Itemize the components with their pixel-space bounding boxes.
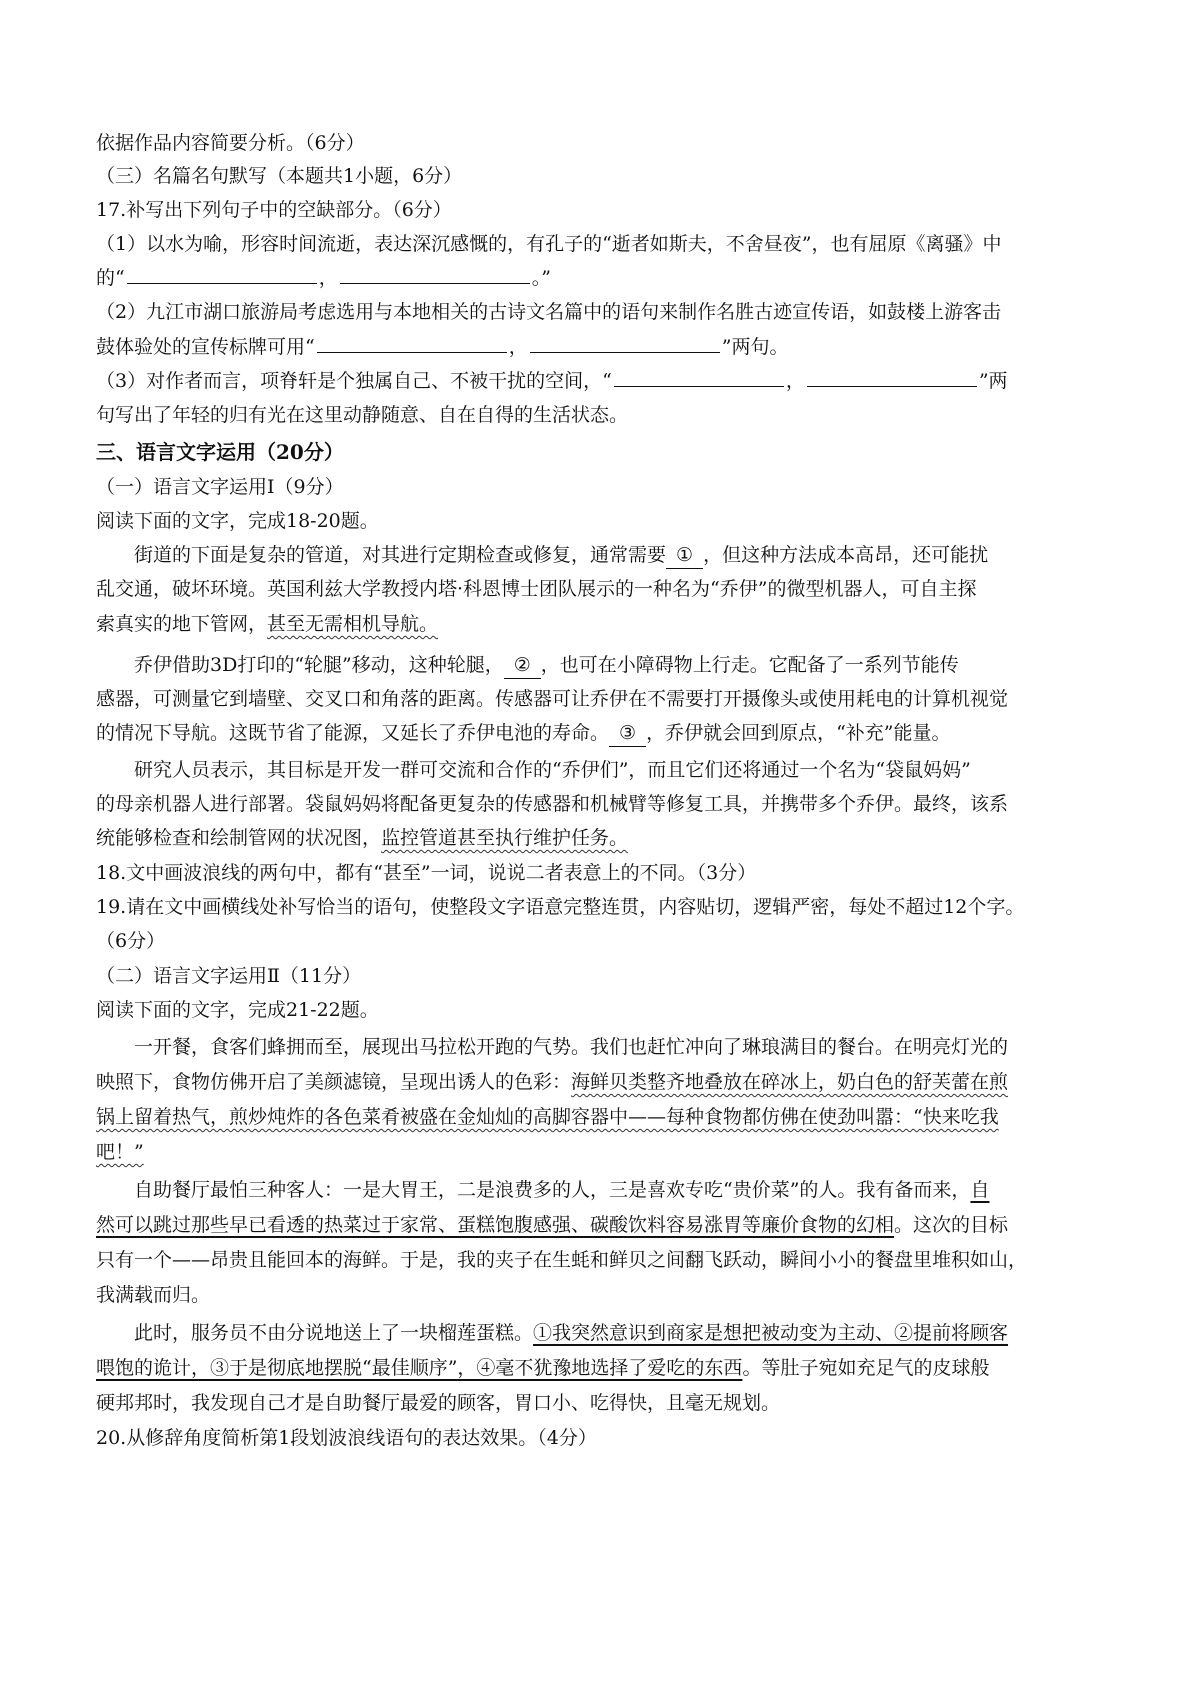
sub-section-title: （三）名篇名句默写（本题共1小题，6分） [96,165,463,187]
passage-line: 研究人员表示，其目标是开发一群可交流和合作的“乔伊们”，而且它们还将通过一个名为“袋鼠妈妈” [134,759,971,781]
text: 此时，服务员不由分说地送上了一块榴莲蛋糕。 [134,1322,534,1344]
question-18: 18.文中画波浪线的两句中，都有“甚至”一词，说说二者表意上的不同。（3分） [96,862,757,884]
q17-2-sep: ， [508,336,528,358]
answer-blank[interactable] [127,265,317,284]
q17-1-line1: （1）以水为喻，形容时间流逝，表达深沉感慨的，有孔子的“逝者如斯夫，不舍昼夜”，也有屈原《离骚》中 [96,233,1002,255]
text: 街道的下面是复杂的管道，对其进行定期检查或修复，通常需要 [134,544,667,566]
passage-line [96,1139,144,1165]
wavy-sentence: 锅上留着热气，煎炒炖炸的各色菜肴被盛在金灿灿的高脚容器中——每种食物都仿佛在使劲叫嚣：“快来吃我 [96,1106,999,1128]
passage-line: 感器，可测量它到墙壁、交叉口和角落的距离。传感器可让乔伊在不需要打开摄像头或使用耗电的计算机视觉 [96,688,1009,710]
question-20: 20.从修辞角度简析第1段划波浪线语句的表达效果。（4分） [96,1427,597,1449]
passage-line: 只有一个——昂贵且能回本的海鲜。于是，我的夹子在生蚝和鲜贝之间翻飞跃动，瞬间小小的餐盘里堆积如山， [96,1249,1028,1271]
passage-line: 硬邦邦时，我发现自己才是自助餐厅最爱的顾客，胃口小、吃得快，且毫无规划。 [96,1392,781,1414]
wavy-sentence: 吧！” [96,1141,144,1163]
wavy-sentence-2: 监控管道甚至执行维护任务。 [381,827,629,849]
passage-line [134,652,959,679]
text: 的情况下导航。这既节省了能源，又延长了乔伊电池的寿命。 [96,722,610,744]
q17-2-end: ”两句。 [721,336,789,358]
underlined-sentence: ①我突然意识到商家是想把被动变为主动、②提前将顾客 [533,1322,1009,1344]
passage-line [96,611,438,637]
q17-3-text: （3）对作者而言，项脊轩是个独属自己、不被干扰的空间，“ [96,370,612,392]
underlined-sentence: 然可以跳过那些早已看透的热菜过于家常、蛋糕饱腹感强、碳酸饮料容易涨胃等廉价食物的幻相 [96,1214,895,1236]
blank-1[interactable]: ① [666,542,703,569]
answer-blank[interactable] [614,368,784,387]
wavy-sentence-1: 甚至无需相机导航。 [267,613,439,635]
q17-1-sep: ， [318,267,338,289]
text: 索真实的地下管网， [96,613,268,635]
q17-3-sep: ， [785,370,805,392]
q17-1-text: 的“ [96,267,125,289]
section-3-title: 三、语言文字运用（20分） [96,440,344,464]
passage-line: 乱交通，破坏环境。英国利兹大学教授内塔·科恩博士团队展示的一种名为“乔伊”的微型机器人，可自主探 [96,578,977,600]
passage-line [96,720,951,747]
q17-2-text: 鼓体验处的宣传标牌可用“ [96,336,315,358]
passage-line [134,1320,1008,1346]
passage-line [96,1104,999,1130]
passage-line [96,1355,989,1381]
text: ，乔伊就会回到原点，“补充”能量。 [646,722,951,744]
wavy-sentence: 海鲜贝类整齐地叠放在碎冰上，奶白色的舒芙蕾在煎 [571,1071,1009,1093]
sub-section-title: （二）语言文字运用Ⅱ（11分） [96,965,362,987]
q17-3-line1 [96,368,1008,394]
passage-line [96,1069,1008,1095]
q17-2-line1: （2）九江市湖口旅游局考虑选用与本地相关的古诗文名篇中的语句来制作名胜古迹宣传语，如鼓楼上游客击 [96,301,1002,323]
passage-line [96,825,628,851]
passage-line [134,1177,989,1203]
passage-line: 一开餐，食客们蜂拥而至，展现出马拉松开跑的气势。我们也赶忙冲向了琳琅满目的餐台。在明亮灯光的 [134,1036,1009,1058]
reading-intro: 阅读下面的文字，完成18-20题。 [96,510,379,532]
underlined-sentence: 喂饱的诡计，③于是彻底地摆脱“最佳顺序”，④毫不犹豫地选择了爱吃的东西 [96,1357,743,1379]
underlined-sentence: 自 [970,1179,990,1201]
text: ，但这种方法成本高昂，还可能扰 [703,544,989,566]
text: 自助餐厅最怕三种客人：一是大胃王，二是浪费多的人，三是喜欢专吃“贵价菜”的人。我有备而来， [134,1179,971,1201]
q16-tail: 依据作品内容简要分析。（6分） [96,132,365,154]
reading-intro: 阅读下面的文字，完成21-22题。 [96,999,379,1021]
question-17-title: 17.补写出下列句子中的空缺部分。（6分） [96,199,452,221]
blank-2[interactable]: ② [504,652,541,679]
text: 。等肚子宛如充足气的皮球般 [742,1357,990,1379]
passage-line: 的母亲机器人进行部署。袋鼠妈妈将配备更复杂的传感器和机械臂等修复工具，并携带多个乔伊。最终，该系 [96,793,1009,815]
answer-blank[interactable] [530,334,720,353]
text: 统能够检查和绘制管网的状况图， [96,827,382,849]
q17-1-end: 。” [531,267,551,289]
passage-line: 我满载而归。 [96,1284,211,1306]
answer-blank[interactable] [807,368,977,387]
q17-3-end: ”两 [978,370,1008,392]
answer-blank[interactable] [317,334,507,353]
q17-1-line2 [96,265,551,291]
passage-line [134,542,988,569]
blank-3[interactable]: ③ [609,720,646,747]
text: 乔伊借助3D打印的“轮腿”移动，这种轮腿， [134,654,504,676]
text: 。这次的目标 [894,1214,1009,1236]
text: ，也可在小障碍物上行走。它配备了一系列节能传 [540,654,959,676]
question-19-line1: 19.请在文中画横线处补写恰当的语句，使整段文字语意完整连贯，内容贴切，逻辑严密，每处不超过12个字。 [96,896,1025,918]
answer-blank[interactable] [340,265,530,284]
question-19-line2: （6分） [96,930,166,952]
text: 映照下，食物仿佛开启了美颜滤镜，呈现出诱人的色彩： [96,1071,572,1093]
q17-3-line2: 句写出了年轻的归有光在这里动静随意、自在自得的生活状态。 [96,404,629,426]
passage-line [96,1212,1008,1238]
sub-section-title: （一）语言文字运用Ⅰ（9分） [96,476,344,498]
q17-2-line2 [96,334,788,360]
